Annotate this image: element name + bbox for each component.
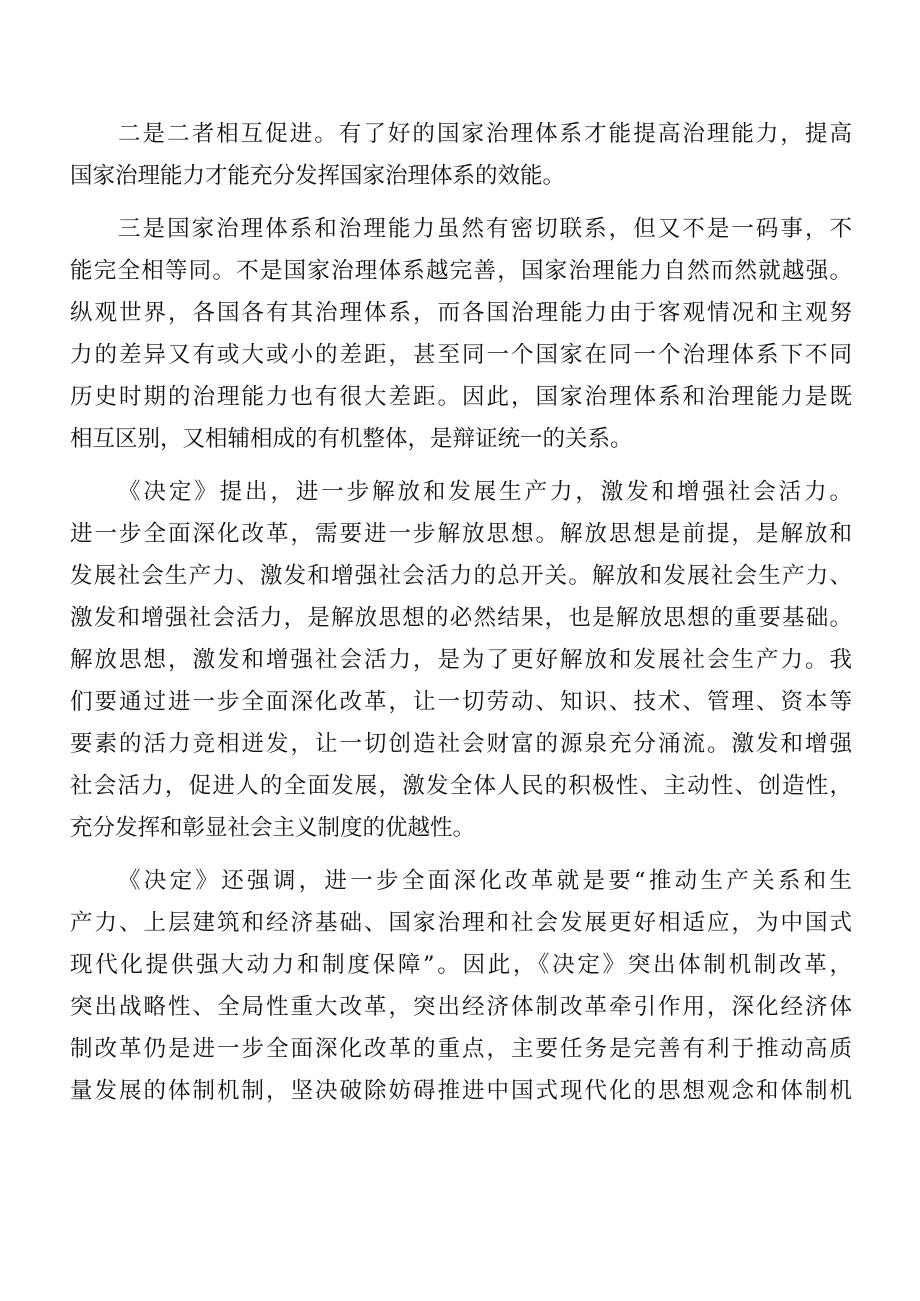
text-line: 进一步全面深化改革，需要进一步解放思想。解放思想是前提，是解放和 (70, 521, 852, 547)
text-line: 制改革仍是进一步全面深化改革的重点，主要任务是完善有利于推动高质 (70, 1036, 852, 1062)
text-line: 充分发挥和彰显社会主义制度的优越性。 (70, 815, 476, 841)
text-line: 发展社会生产力、激发和增强社会活力的总开关。解放和发展社会生产力、 (70, 563, 852, 589)
paragraph-4 (70, 860, 852, 1112)
text-line: 们要通过进一步全面深化改革，让一切劳动、知识、技术、管理、资本等 (70, 689, 852, 715)
text-line: 现代化提供强大动力和制度保障”。因此，《决定》突出体制机制改革， (70, 952, 852, 978)
paragraph-2 (70, 208, 852, 460)
text-line: 要素的活力竞相迸发，让一切创造社会财富的源泉充分涌流。激发和增强 (70, 731, 852, 757)
text-line: 《决定》还强调，进一步全面深化改革就是要“推动生产关系和生 (118, 868, 852, 894)
paragraph-gap (70, 460, 852, 471)
paragraph-gap (70, 197, 852, 208)
text-line: 国家治理能力才能充分发挥国家治理体系的效能。 (70, 163, 566, 189)
text-line: 二是二者相互促进。有了好的国家治理体系才能提高治理能力，提高 (118, 121, 852, 147)
document-body (70, 113, 852, 1112)
text-line: 相互区别，又相辅相成的有机整体，是辩证统一的关系。 (70, 426, 633, 452)
text-line: 力的差异又有或大或小的差距，甚至同一个国家在同一个治理体系下不同 (70, 342, 852, 368)
text-line: 能完全相等同。不是国家治理体系越完善，国家治理能力自然而然就越强。 (70, 258, 852, 284)
text-line: 三是国家治理体系和治理能力虽然有密切联系，但又不是一码事，不 (118, 216, 852, 242)
text-line: 社会活力，促进人的全面发展，激发全体人民的积极性、主动性、创造性， (70, 773, 852, 799)
paragraph-gap (70, 849, 852, 860)
paragraph-3 (70, 471, 852, 849)
text-line: 纵观世界，各国各有其治理体系，而各国治理能力由于客观情况和主观努 (70, 300, 852, 326)
text-line: 产力、上层建筑和经济基础、国家治理和社会发展更好相适应，为中国式 (70, 910, 852, 936)
text-line: 量发展的体制机制，坚决破除妨碍推进中国式现代化的思想观念和体制机 (70, 1078, 852, 1104)
text-line: 解放思想，激发和增强社会活力，是为了更好解放和发展社会生产力。我 (70, 647, 852, 673)
text-line: 历史时期的治理能力也有很大差距。因此，国家治理体系和治理能力是既 (70, 384, 852, 410)
paragraph-1 (70, 113, 852, 197)
text-line: 《决定》提出，进一步解放和发展生产力，激发和增强社会活力。 (118, 479, 852, 505)
text-line: 激发和增强社会活力，是解放思想的必然结果，也是解放思想的重要基础。 (70, 605, 852, 631)
text-line: 突出战略性、全局性重大改革，突出经济体制改革牵引作用，深化经济体 (70, 994, 852, 1020)
